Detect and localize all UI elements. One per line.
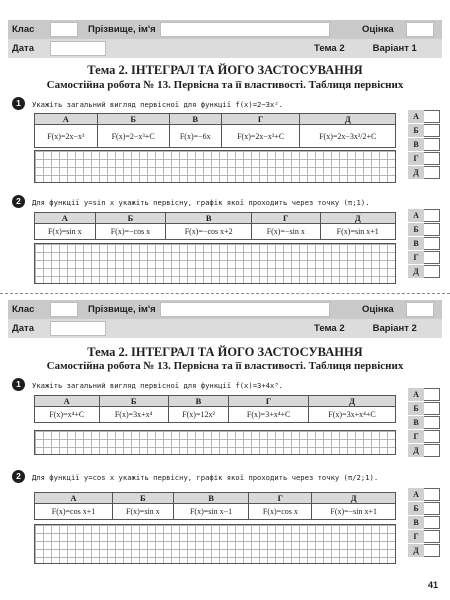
question-number: 1 [12,97,25,110]
answer-checkbox[interactable] [424,124,440,137]
option-header: В [169,114,221,125]
option-header: Г [249,493,312,504]
answer-checkbox[interactable] [424,444,440,457]
page-title: Тема 2. ІНТЕГРАЛ ТА ЙОГО ЗАСТОСУВАННЯ [87,345,363,359]
answer-boxes [408,209,440,279]
name-label: Прізвище, ім'я [88,304,156,315]
option-d: F(x)=−sin x [252,224,320,240]
option-header: А [35,396,100,407]
header-variant-1 [8,20,442,58]
header-variant-2 [8,300,442,338]
answer-letter: Д [408,265,424,278]
answer-checkbox[interactable] [424,544,440,557]
option-b: F(x)=2−x³+C [97,125,169,148]
option-d: F(x)=3+x⁴+C [229,407,309,423]
answer-boxes [408,388,440,458]
name-label: Прізвище, ім'я [88,24,156,35]
option-header: А [35,213,96,224]
option-header: Г [252,213,320,224]
answer-checkbox[interactable] [424,416,440,429]
answer-letter: А [408,388,424,401]
answer-checkbox[interactable] [424,223,440,236]
work-grid[interactable] [34,243,396,284]
topic-label: Тема 2 [314,43,345,54]
question-text: Укажіть загальний вигляд первісної для функції f(x)=3+4x³. [32,381,283,390]
work-grid[interactable] [34,150,396,183]
option-c: F(x)=−cos x+2 [166,224,252,240]
name-field[interactable] [160,22,330,37]
answer-letter: А [408,209,424,222]
option-header: Г [229,396,309,407]
answer-checkbox[interactable] [424,237,440,250]
option-d: F(x)=2x−x³+C [221,125,300,148]
class-field[interactable] [50,22,78,37]
page-subtitle: Самостійна робота № 13. Первісна та її властивості. Таблиця первісних [46,79,404,91]
grade-label: Оцінка [362,24,394,35]
answer-letter: Г [408,251,424,264]
class-field[interactable] [50,302,78,317]
option-b: F(x)=−cos x [95,224,166,240]
variant-label: Варіант 1 [372,43,417,54]
option-a: F(x)=x⁴+C [35,407,100,423]
option-header: Д [300,114,396,125]
answer-letter: А [408,110,424,123]
answer-checkbox[interactable] [424,138,440,151]
answer-checkbox[interactable] [424,152,440,165]
topic-label: Тема 2 [314,323,345,334]
grade-label: Оцінка [362,304,394,315]
name-field[interactable] [160,302,330,317]
date-field[interactable] [50,321,106,336]
option-header: В [173,493,249,504]
answer-letter: Б [408,223,424,236]
options-table [34,492,396,520]
option-e: F(x)=sin x+1 [320,224,396,240]
option-header: Д [320,213,396,224]
answer-letter: Д [408,544,424,557]
answer-checkbox[interactable] [424,110,440,123]
answer-letter: Д [408,444,424,457]
option-header: Д [312,493,396,504]
option-b: F(x)=sin x [112,504,173,520]
answer-letter: Б [408,502,424,515]
answer-letter: Б [408,402,424,415]
option-c: F(x)=12x² [168,407,228,423]
answer-boxes [408,488,440,558]
answer-checkbox[interactable] [424,388,440,401]
answer-checkbox[interactable] [424,265,440,278]
work-grid[interactable] [34,524,396,564]
option-c: F(x)=−6x [169,125,221,148]
answer-letter: В [408,516,424,529]
option-header: Г [221,114,300,125]
options-table [34,395,396,423]
answer-letter: В [408,237,424,250]
work-grid[interactable] [34,430,396,455]
answer-letter: В [408,416,424,429]
options-table [34,212,396,240]
option-header: А [35,493,113,504]
answer-letter: Г [408,530,424,543]
answer-letter: Г [408,152,424,165]
answer-letter: Б [408,124,424,137]
answer-checkbox[interactable] [424,402,440,415]
answer-checkbox[interactable] [424,530,440,543]
page-number: 41 [427,580,438,590]
question-text: Укажіть загальний вигляд первісної для функції f(x)=2−3x². [32,100,283,109]
option-header: Б [95,213,166,224]
option-header: Б [99,396,168,407]
answer-letter: А [408,488,424,501]
question-text: Для функції y=cos x укажіть первісну, графік якої проходить через точку (π/2;1). [32,473,379,482]
option-a: F(x)=sin x [35,224,96,240]
class-label: Клас [12,304,35,315]
option-header: Д [309,396,396,407]
page-title: Тема 2. ІНТЕГРАЛ ТА ЙОГО ЗАСТОСУВАННЯ [87,63,363,77]
answer-letter: Г [408,430,424,443]
grade-field[interactable] [406,22,434,37]
answer-checkbox[interactable] [424,516,440,529]
option-header: Б [112,493,173,504]
answer-checkbox[interactable] [424,502,440,515]
date-field[interactable] [50,41,106,56]
grade-field[interactable] [406,302,434,317]
option-a: F(x)=cos x+1 [35,504,113,520]
date-label: Дата [12,43,34,54]
option-header: Б [97,114,169,125]
option-header: В [166,213,252,224]
answer-checkbox[interactable] [424,166,440,179]
question-number: 2 [12,195,25,208]
option-c: F(x)=sin x−1 [173,504,249,520]
page-subtitle: Самостійна робота № 13. Первісна та її властивості. Таблиця первісних [46,360,404,372]
option-d: F(x)=cos x [249,504,312,520]
question-text: Для функції y=sin x укажіть первісну, графік якої проходить через точку (π;1). [32,198,370,207]
date-label: Дата [12,323,34,334]
option-header: В [168,396,228,407]
question-number: 2 [12,470,25,483]
answer-letter: Д [408,166,424,179]
answer-letter: В [408,138,424,151]
answer-checkbox[interactable] [424,209,440,222]
options-table [34,113,396,148]
option-b: F(x)=3x+x⁴ [99,407,168,423]
variant-label: Варіант 2 [372,323,417,334]
option-e: F(x)=−sin x+1 [312,504,396,520]
option-e: F(x)=3x+x⁴+C [309,407,396,423]
answer-boxes [408,110,440,180]
option-header: А [35,114,98,125]
answer-checkbox[interactable] [424,251,440,264]
class-label: Клас [12,24,35,35]
answer-checkbox[interactable] [424,488,440,501]
answer-checkbox[interactable] [424,430,440,443]
option-a: F(x)=2x−x³ [35,125,98,148]
option-e: F(x)=2x−3x³/2+C [300,125,396,148]
cut-line [0,293,450,294]
question-number: 1 [12,378,25,391]
